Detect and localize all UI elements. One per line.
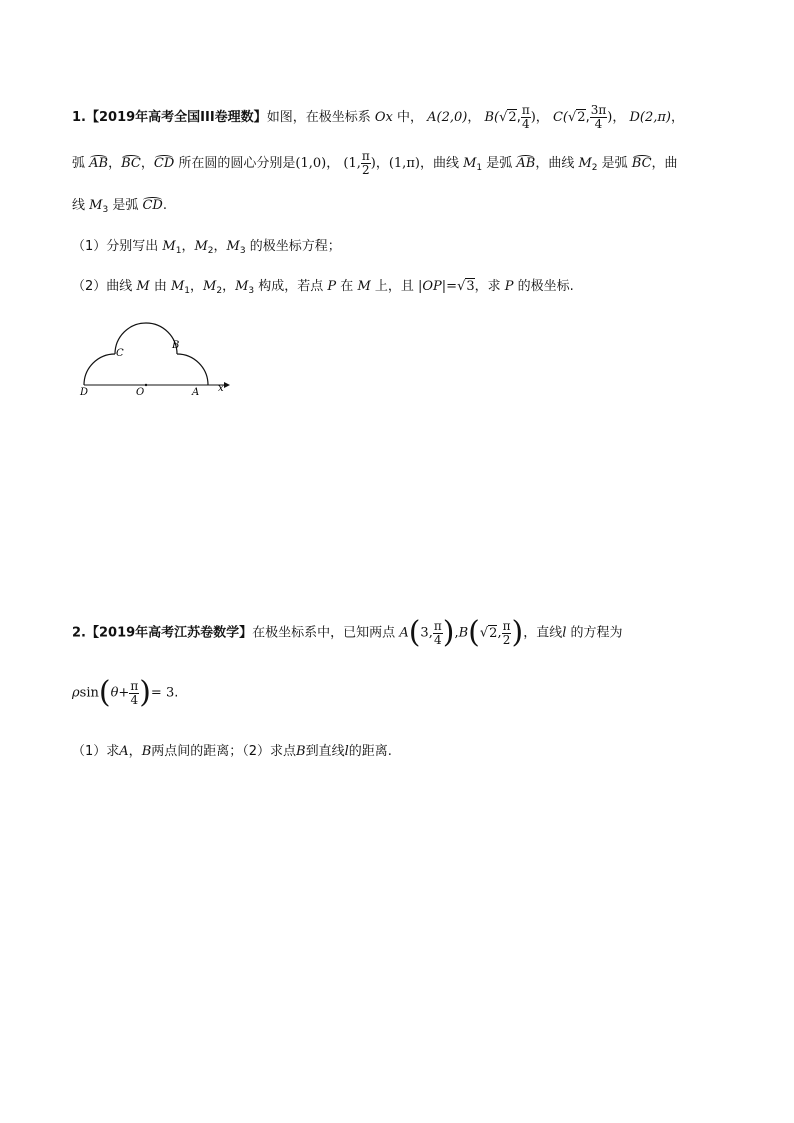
frac-den: 4 [433, 632, 442, 647]
text: ， [140, 156, 154, 171]
sub: 3 [239, 246, 246, 256]
text: （1）分别写出 [72, 239, 163, 254]
text: ， [326, 156, 340, 171]
sqrt: √2 [499, 110, 517, 125]
problem1-line1: 1.【2019年高考全国III卷理数】如图，在极坐标系 Ox 中， A(2,0)， B(√2, $\frac{\pi}{4}$ )， C(√2, $\frac{3\pi}{4}$ )， D(2,π)， [72, 103, 684, 131]
point-d: D(2,π) [629, 110, 671, 125]
sub: 2 [591, 163, 598, 173]
center-1: (1,0) [295, 156, 327, 171]
math-b: B [141, 744, 152, 759]
problem2-number: 2. [72, 625, 86, 641]
math-sin: sin [79, 685, 99, 701]
text: ) [607, 110, 613, 125]
text: ， [190, 279, 204, 294]
text: 的极坐标方程； [245, 239, 341, 254]
math-l: l [562, 625, 567, 641]
text: 是弧 [597, 156, 632, 171]
text: 所在圆的圆心分别是 [174, 156, 296, 171]
fraction [129, 680, 139, 707]
label-x: x [218, 383, 224, 394]
text: 的距离. [348, 744, 392, 759]
sqrt-radicand: 2 [508, 110, 517, 125]
fraction [521, 104, 531, 131]
text: （1）求 [72, 744, 120, 759]
sqrt: √2 [479, 625, 498, 641]
paren: ( [408, 615, 421, 650]
problem2-equation [72, 675, 734, 710]
text: 上，且 [370, 279, 419, 294]
math-m: M [463, 156, 477, 171]
math-m: M [226, 239, 240, 254]
math-p: P [327, 279, 337, 294]
text: 在 [336, 279, 358, 294]
text: ， [222, 279, 236, 294]
text: ， [670, 110, 684, 125]
frac-den: 4 [590, 117, 608, 131]
frac-den: 2 [361, 163, 370, 177]
math-l: l [344, 744, 349, 759]
sub: 3 [102, 205, 109, 215]
sub: 2 [207, 246, 214, 256]
text: ，曲线 [419, 156, 464, 171]
arc-bc: BC [121, 156, 141, 171]
text: ， [535, 110, 549, 125]
problem1-line2 [72, 150, 734, 177]
math-theta: θ [110, 685, 119, 701]
sub: 1 [476, 163, 483, 173]
label-b: B [172, 340, 180, 351]
frac-num: π [521, 103, 530, 117]
sub: 1 [175, 246, 182, 256]
text: . [162, 198, 167, 213]
problem2-source: 【2019年高考江苏卷数学】 [85, 625, 253, 641]
text: 3, [420, 625, 433, 641]
fraction [361, 150, 371, 177]
problem2-questions [72, 740, 734, 759]
frac-den: 4 [521, 117, 530, 131]
math-rho: ρ [72, 685, 80, 701]
center-3: (1,π) [388, 156, 420, 171]
math-ox: Ox [374, 110, 393, 125]
polar-curve-figure [74, 314, 238, 398]
math-op: |OP|= [418, 279, 458, 294]
problem1-question1 [72, 235, 734, 256]
frac-num: π [502, 618, 511, 633]
fraction [502, 620, 512, 647]
text: 由 [149, 279, 171, 294]
sqrt: √3 [457, 279, 475, 294]
arc-ab: AB [89, 156, 109, 171]
frac-den: 4 [130, 692, 139, 707]
text: . [174, 685, 179, 701]
text: 弧 [72, 156, 90, 171]
center-2-head: (1, [343, 156, 361, 171]
problem1-source: 【2019年高考全国III卷理数】 [85, 110, 267, 125]
arc-bc: BC [631, 156, 652, 171]
label-c: C [116, 348, 124, 359]
math-a: A [119, 744, 129, 759]
text: ，曲线 [535, 156, 579, 171]
sqrt-radicand: 3 [466, 279, 475, 294]
math-m: M [89, 198, 103, 213]
frac-num: π [361, 149, 370, 163]
math-m: M [578, 156, 592, 171]
math-m: M [170, 279, 185, 294]
math-m: M [235, 279, 249, 294]
text: ， [108, 156, 122, 171]
text: , [497, 625, 502, 641]
fraction [590, 104, 608, 131]
sqrt-radicand: 2 [489, 625, 498, 641]
math-m: M [162, 239, 176, 254]
paren: ) [511, 615, 524, 650]
sqrt: √2 [567, 110, 586, 125]
text: 构成，若点 [254, 279, 328, 294]
problem1-question2 [72, 275, 734, 296]
paren: ) [442, 615, 455, 650]
math-m: M [357, 279, 371, 294]
text: 到直线 [305, 744, 345, 759]
arc-cd-path [84, 354, 115, 385]
math-a: A [399, 625, 409, 641]
arc-cd: CD [153, 156, 175, 171]
text: 的方程为 [566, 625, 623, 641]
math-m: M [194, 239, 208, 254]
text: ， [213, 239, 227, 254]
problem1-line3 [72, 194, 734, 215]
sub: 2 [216, 286, 223, 296]
text: ) [370, 156, 376, 171]
text: 的极坐标. [513, 279, 574, 294]
point-b-head: B( [484, 110, 500, 125]
arc-ab: AB [516, 156, 536, 171]
text: 中， [392, 110, 423, 125]
text: 线 [72, 198, 90, 213]
sqrt-radicand: 2 [577, 110, 586, 125]
paren: ( [98, 675, 111, 710]
math-m: M [136, 279, 150, 294]
point-c-head: C( [552, 110, 568, 125]
math-m: M [203, 279, 217, 294]
math-eq: = 3 [150, 685, 175, 701]
arc-ab-path [177, 354, 208, 385]
label-o: O [136, 387, 145, 398]
text: 是弧 [482, 156, 517, 171]
frac-num: 3π [590, 103, 607, 117]
text: （2）曲线 [72, 279, 137, 294]
math-plus: + [118, 685, 130, 701]
point-a: A(2,0) [427, 110, 468, 125]
text: 两点间的距离；（2）求点 [151, 744, 297, 759]
problem2-line1 [72, 615, 734, 650]
origin-dot [145, 384, 147, 386]
text: ， [612, 110, 626, 125]
text: ) [530, 110, 536, 125]
text: ，曲 [651, 156, 678, 171]
label-d: D [80, 387, 89, 398]
fraction [433, 620, 443, 647]
text: 如图，在极坐标系 [266, 110, 375, 125]
text: ，求 [474, 279, 505, 294]
arc-cd: CD [142, 198, 163, 213]
text: ， [467, 110, 481, 125]
text: 是弧 [108, 198, 143, 213]
text: ， [375, 156, 389, 171]
sub: 1 [184, 286, 191, 296]
text: , [454, 625, 459, 641]
problem1-number: 1. [72, 110, 86, 125]
frac-den: 2 [502, 632, 511, 647]
text: ， [128, 744, 142, 759]
frac-num: π [433, 618, 442, 633]
x-axis-arrow [224, 382, 230, 388]
text: ， [181, 239, 195, 254]
math-b: B [458, 625, 469, 641]
text: 在极坐标系中，已知两点 [252, 625, 400, 641]
frac-num: π [130, 678, 139, 693]
math-p: P [504, 279, 514, 294]
text: ，直线 [523, 625, 563, 641]
math-b: B [296, 744, 306, 759]
paren: ) [139, 675, 151, 710]
label-a: A [192, 387, 200, 398]
paren: ( [468, 615, 480, 650]
sub: 3 [248, 286, 255, 296]
arc-bc-path [115, 323, 180, 354]
